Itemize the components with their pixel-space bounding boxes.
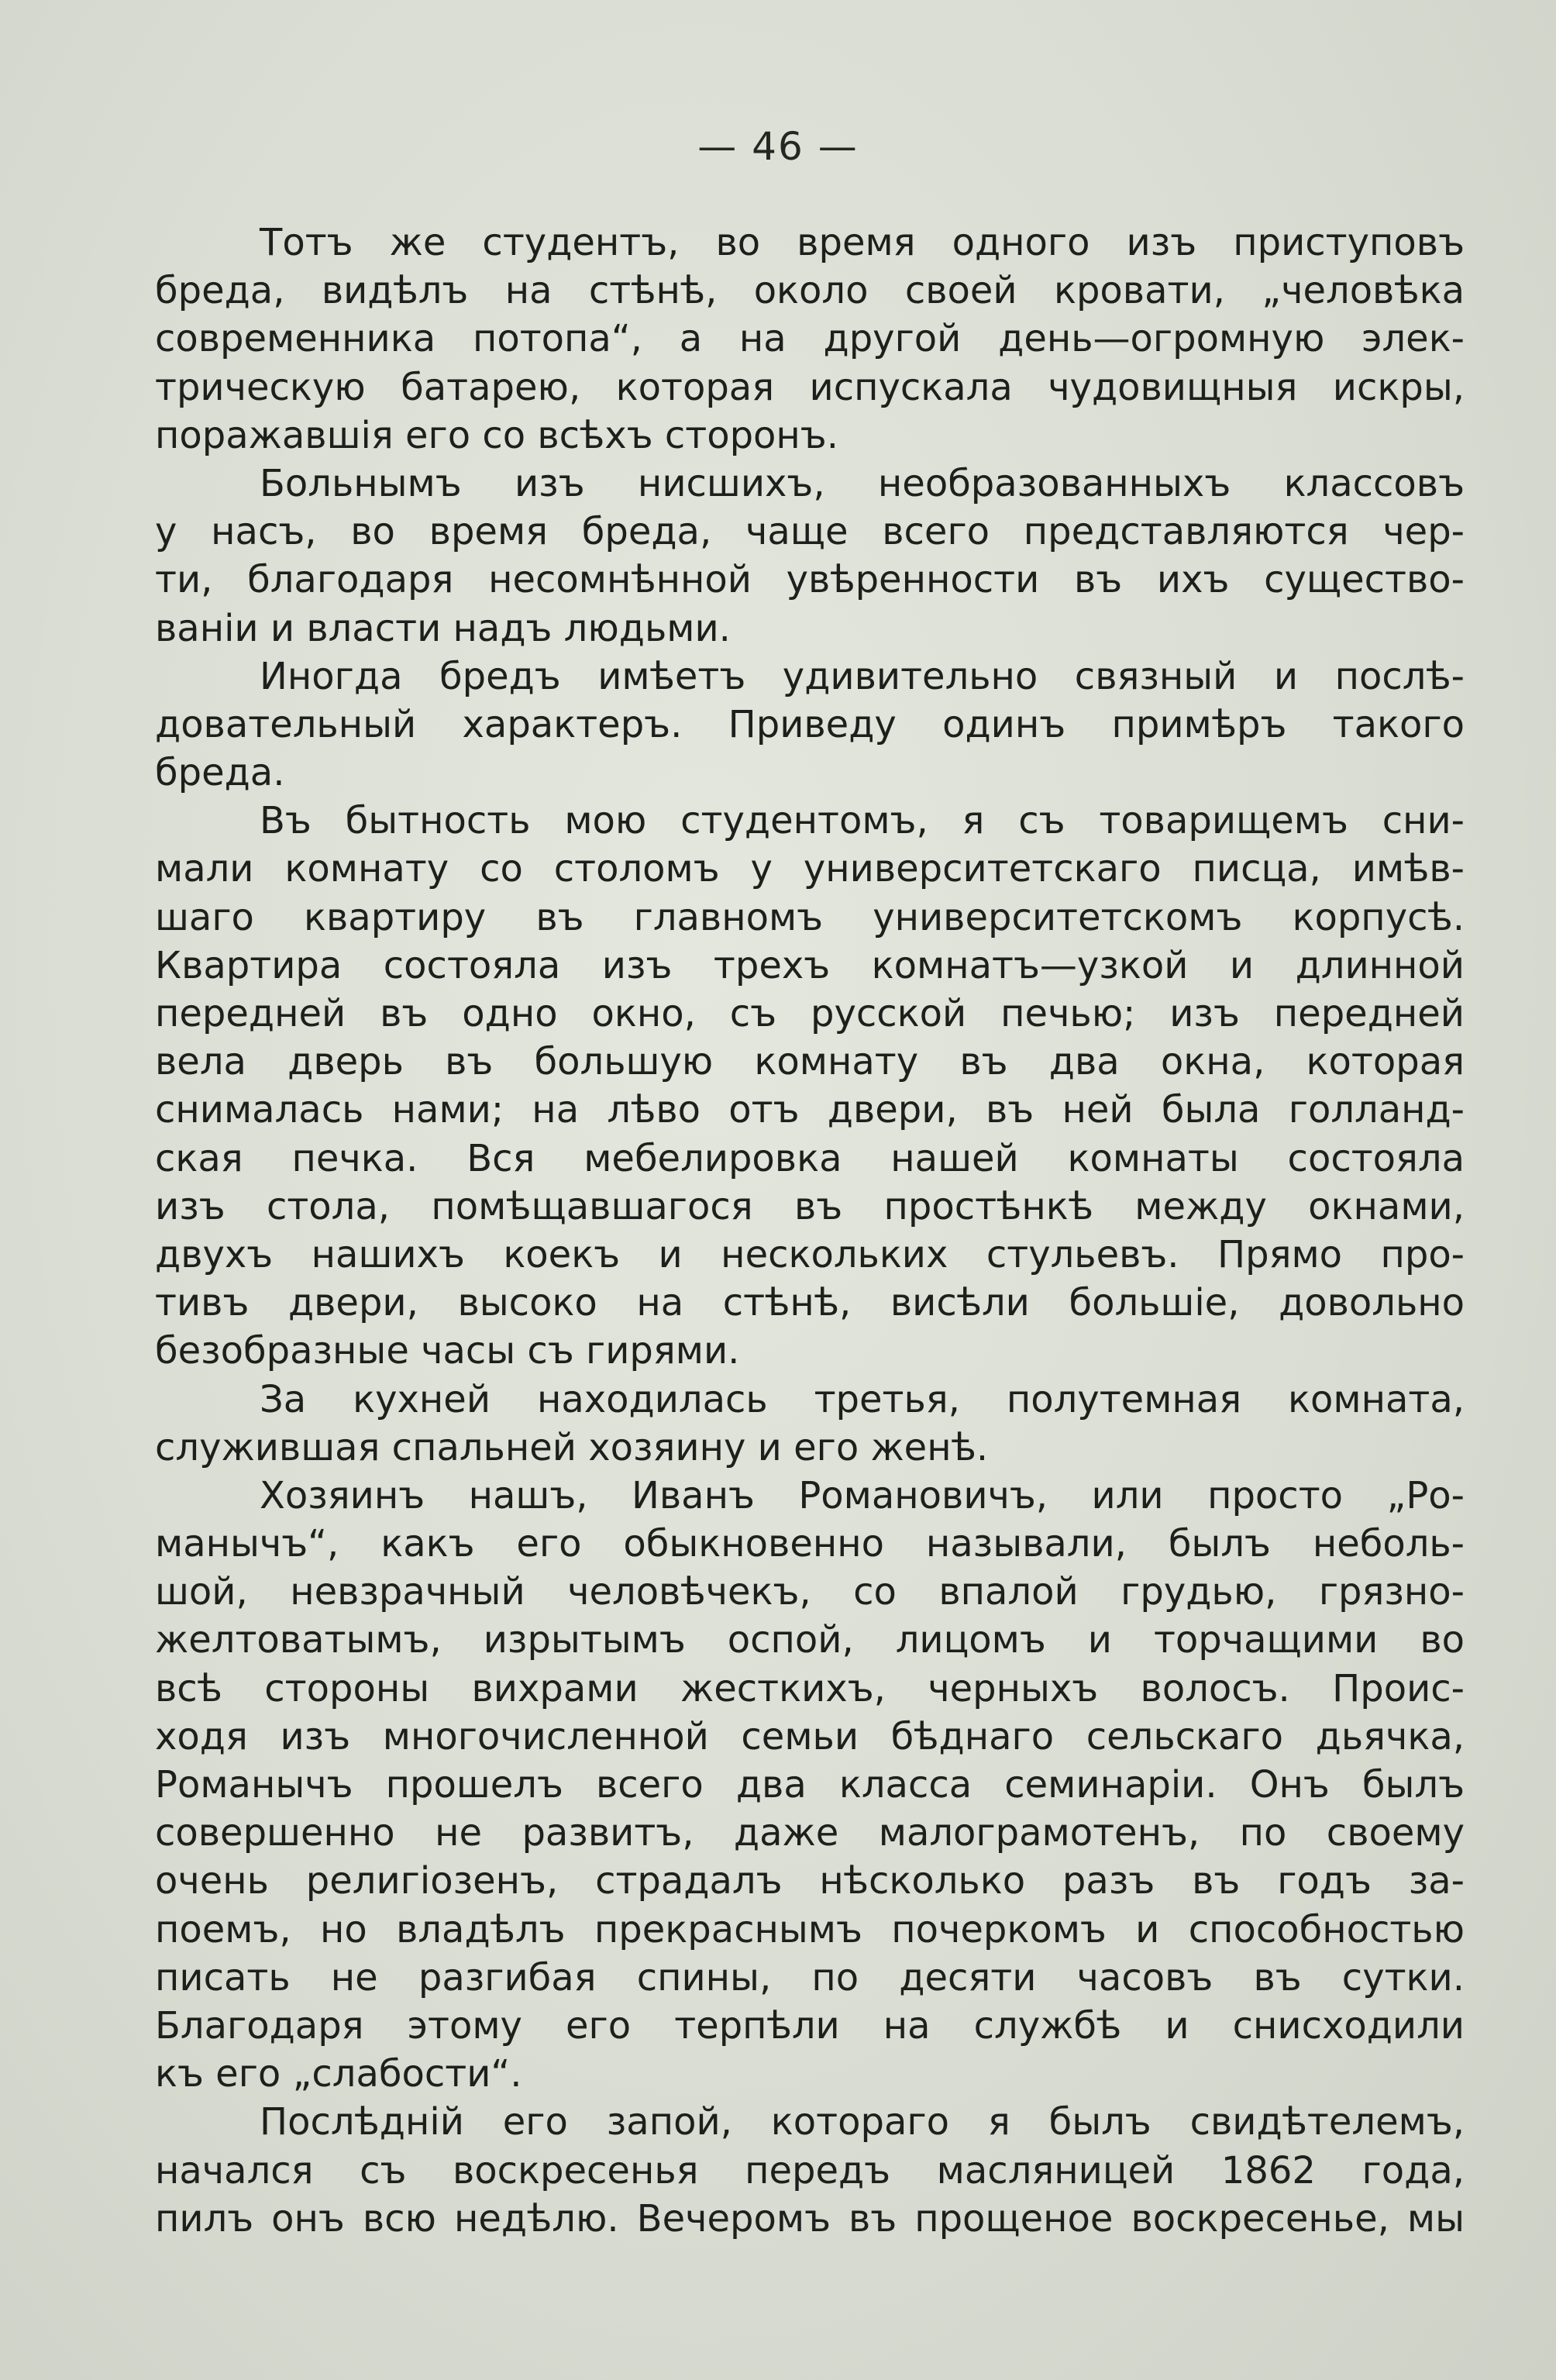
text-line: шой, невзрачный человѣчекъ, со впалой грудью, грязно- (155, 1570, 1465, 1614)
text-line: изъ стола, помѣщавшагося въ простѣнкѣ между окнами, (155, 1184, 1465, 1228)
text-line: Послѣдній его запой, котораго я былъ свидѣтелемъ, (260, 2100, 1465, 2144)
text-line: За кухней находилась третья, полутемная комната, (260, 1377, 1465, 1421)
text-line: бреда. (155, 751, 285, 795)
text-line: писать не разгибая спины, по десяти часовъ въ сутки. (155, 1955, 1465, 1999)
text-line: поемъ, но владѣлъ прекраснымъ почеркомъ и способностью (155, 1907, 1465, 1951)
text-line: ваніи и власти надъ людьми. (155, 606, 731, 650)
text-line: довательный характеръ. Приведу одинъ примѣръ такого (155, 702, 1465, 746)
text-line: ти, благодаря несомнѣнной увѣренности въ ихъ существо- (155, 558, 1465, 602)
text-line: желтоватымъ, изрытымъ оспой, лицомъ и торчащими во (155, 1618, 1465, 1662)
page-number: — 46 — (697, 124, 859, 169)
text-line: безобразные часы съ гирями. (155, 1329, 740, 1373)
text-line: передней въ одно окно, съ русской печью; изъ передней (155, 992, 1465, 1035)
text-line: бреда, видѣлъ на стѣнѣ, около своей кровати, „человѣка (155, 269, 1465, 313)
text-line: служившая спальней хозяину и его женѣ. (155, 1425, 989, 1469)
text-line: поражавшія его со всѣхъ сторонъ. (155, 413, 838, 457)
text-line: мали комнату со столомъ у университетскаго писца, имѣв- (155, 847, 1465, 891)
text-line: ходя изъ многочисленной семьи бѣднаго сельскаго дьячка, (155, 1714, 1465, 1758)
text-line: Хозяинъ нашъ, Иванъ Романовичъ, или просто „Ро- (260, 1473, 1465, 1517)
text-line: начался съ воскресенья передъ масляницей 1862 года, (155, 2148, 1465, 2192)
text-line: манычъ“, какъ его обыкновенно называли, былъ неболь- (155, 1522, 1465, 1566)
text-line: совершенно не развитъ, даже малограмотенъ, по своему (155, 1811, 1465, 1855)
text-line: вела дверь въ большую комнату въ два окна, которая (155, 1040, 1465, 1084)
text-line: Иногда бредъ имѣетъ удивительно связный и послѣ- (260, 654, 1465, 698)
text-line: къ его „слабости“. (155, 2052, 522, 2096)
text-line: шаго квартиру въ главномъ университетскомъ корпусѣ. (155, 895, 1465, 939)
text-line: ская печка. Вся мебелировка нашей комнаты состояла (155, 1136, 1465, 1180)
text-line: Въ бытность мою студентомъ, я съ товарищемъ сни- (260, 799, 1465, 843)
text-line: очень религіозенъ, страдалъ нѣсколько разъ въ годъ за- (155, 1859, 1465, 1903)
text-line: Квартира состояла изъ трехъ комнатъ—узкой и длинной (155, 943, 1465, 987)
text-line: современника потопа“, а на другой день—огромную элек- (155, 317, 1465, 361)
text-line: у насъ, во время бреда, чаще всего представляются чер- (155, 510, 1465, 554)
text-line: тивъ двери, высоко на стѣнѣ, висѣли большіе, довольно (155, 1281, 1465, 1325)
text-line: всѣ стороны вихрами жесткихъ, черныхъ волосъ. Проис- (155, 1666, 1465, 1710)
text-line: Благодаря этому его терпѣли на службѣ и снисходили (155, 2003, 1465, 2048)
text-line: Больнымъ изъ нисшихъ, необразованныхъ классовъ (260, 461, 1465, 505)
body-text (155, 219, 1465, 2243)
text-line: трическую батарею, которая испускала чудовищныя искры, (155, 365, 1465, 409)
text-line: Тотъ же студентъ, во время одного изъ приступовъ (260, 221, 1465, 264)
text-line: двухъ нашихъ коекъ и нескольких стульевъ. Прямо про- (155, 1232, 1465, 1276)
text-line: Романычъ прошелъ всего два класса семинаріи. Онъ былъ (155, 1763, 1465, 1807)
text-line: снималась нами; на лѣво отъ двери, въ ней была голланд- (155, 1088, 1465, 1132)
text-line: пилъ онъ всю недѣлю. Вечеромъ въ прощеное воскресенье, мы (155, 2196, 1465, 2241)
